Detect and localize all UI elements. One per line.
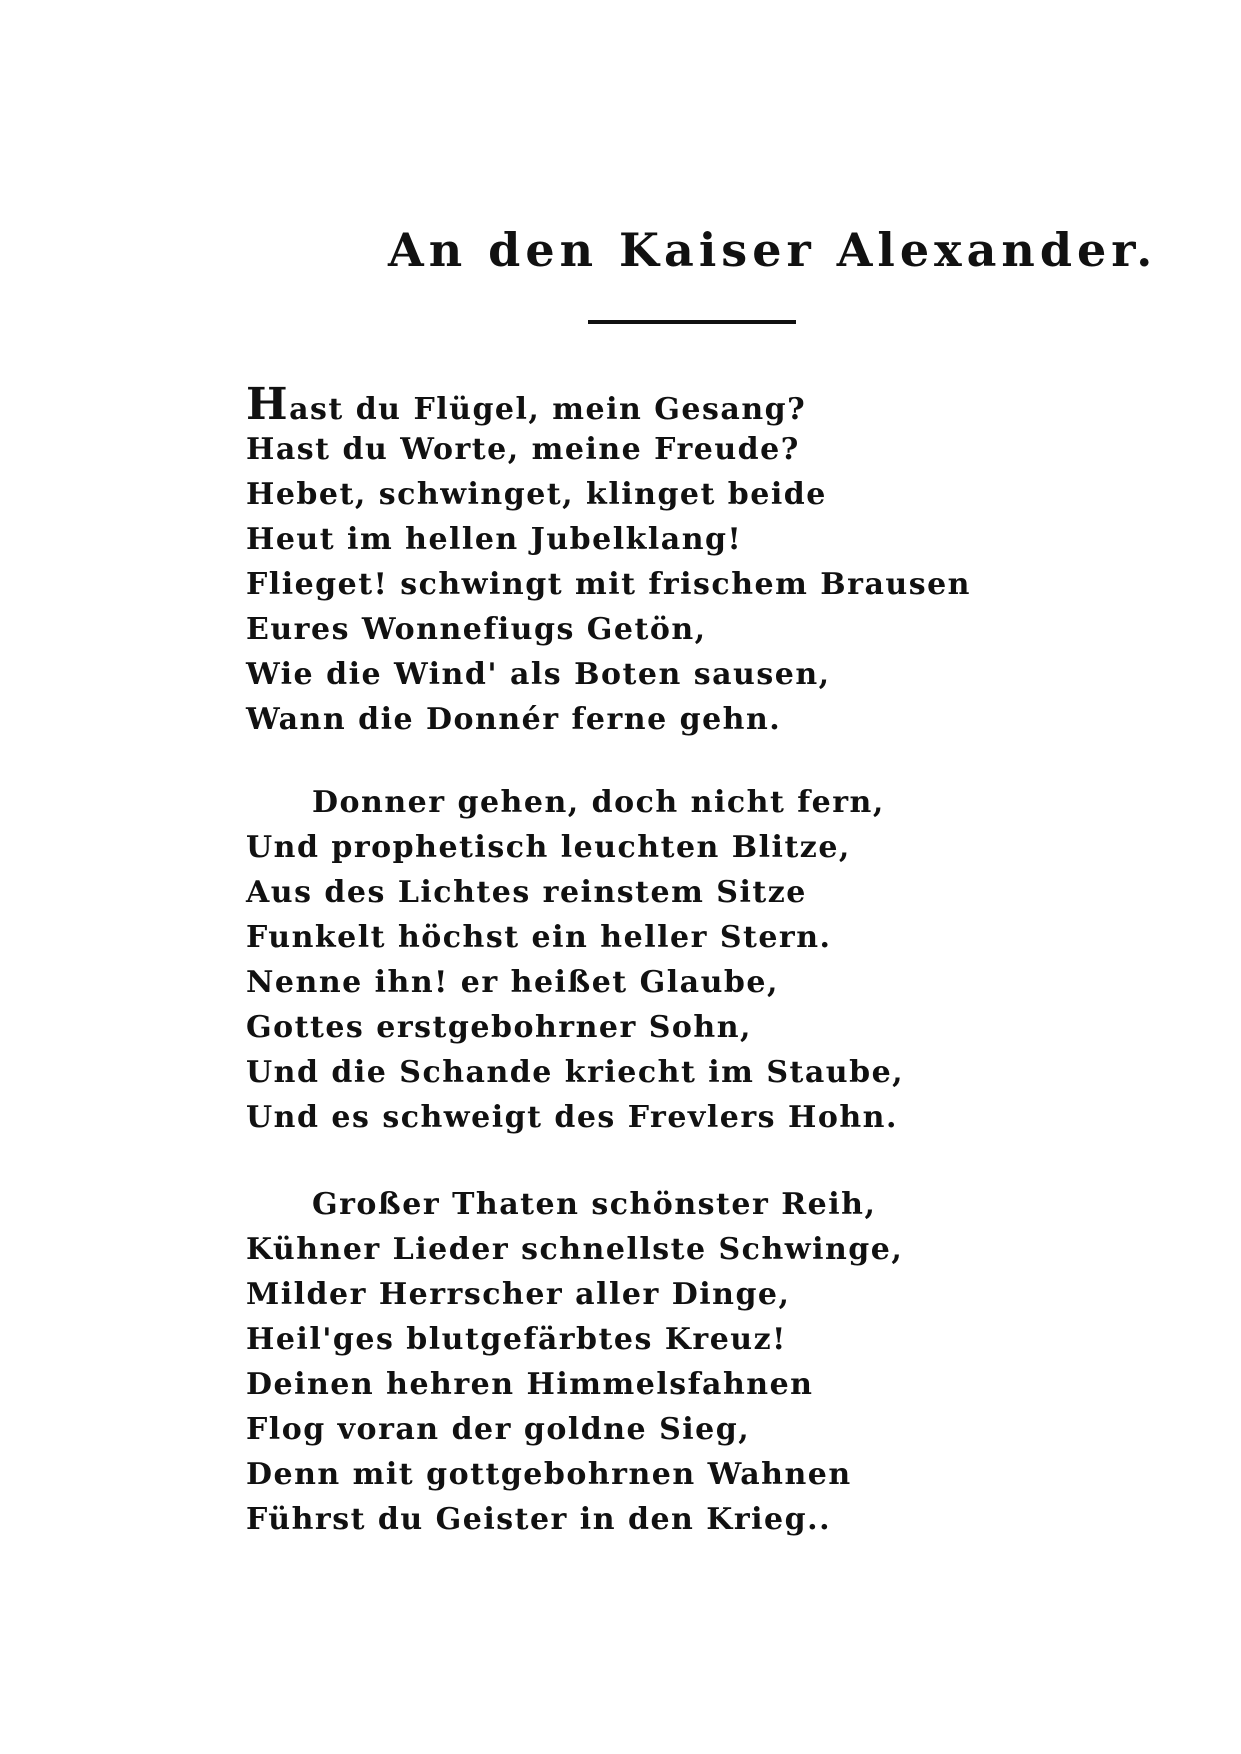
verse-line: Hast du Flügel, mein Gesang? — [246, 379, 807, 430]
verse-line: Funkelt höchst ein heller Stern. — [246, 920, 832, 955]
verse-line: Wie die Wind' als Boten sausen, — [246, 657, 831, 692]
verse-line: Hast du Worte, meine Freude? — [246, 432, 800, 467]
verse-line: Milder Herrscher aller Dinge, — [246, 1277, 791, 1312]
verse-line: Führst du Geister in den Krieg.. — [246, 1502, 832, 1537]
verse-line: Aus des Lichtes reinstem Sitze — [246, 875, 807, 910]
verse-line: Und es schweigt des Frevlers Hohn. — [246, 1100, 898, 1135]
verse-line: Kühner Lieder schnellste Schwinge, — [246, 1232, 904, 1267]
verse-line: Heil'ges blutgefärbtes Kreuz! — [246, 1322, 787, 1357]
verse-line: Deinen hehren Himmelsfahnen — [246, 1367, 814, 1402]
verse-line: Und prophetisch leuchten Blitze, — [246, 830, 851, 865]
verse-line: Eures Wonnefiugs Getön, — [246, 612, 707, 647]
title-divider — [588, 320, 796, 324]
verse-line: Nenne ihn! er heißet Glaube, — [246, 965, 779, 1000]
verse-line: Gottes erstgebohrner Sohn, — [246, 1010, 752, 1045]
stanza-2 — [246, 780, 1126, 1140]
verse-line: Hebet, schwinget, klinget beide — [246, 477, 827, 512]
verse-line: Donner gehen, doch nicht fern, — [312, 785, 885, 820]
poem-title: An den Kaiser Alexander. — [388, 223, 1158, 277]
verse-line: Flieget! schwingt mit frischem Brausen — [246, 567, 971, 602]
verse-line: Großer Thaten schönster Reih, — [312, 1187, 877, 1222]
verse-line: Denn mit gottgebohrnen Wahnen — [246, 1457, 852, 1492]
verse-line: Heut im hellen Jubelklang! — [246, 522, 743, 557]
stanza-3 — [246, 1182, 1126, 1542]
verse-line: Und die Schande kriecht im Staube, — [246, 1055, 905, 1090]
verse-line: Flog voran der goldne Sieg, — [246, 1412, 751, 1447]
stanza-1 — [246, 379, 1126, 742]
verse-line: Wann die Donnér ferne gehn. — [246, 702, 782, 737]
